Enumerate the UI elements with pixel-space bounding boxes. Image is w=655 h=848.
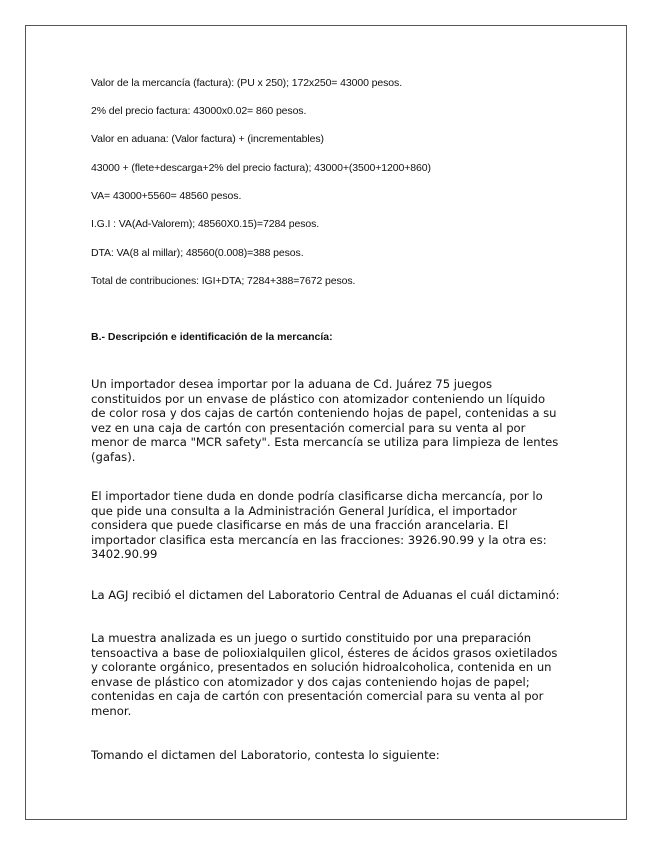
calc-line-igi: I.G.I : VA(Ad-Valorem); 48560X0.15)=7284 pesos. xyxy=(91,218,320,230)
calc-line-total-contributions: Total de contribuciones: IGI+DTA; 7284+388=7672 pesos. xyxy=(91,275,356,287)
calc-line-customs-value: Valor en aduana: (Valor factura) + (incrementables) xyxy=(91,133,324,145)
calc-line-va-total: VA= 43000+5560= 48560 pesos. xyxy=(91,190,242,202)
paragraph-agj-received: La AGJ recibió el dictamen del Laboratorio Central de Aduanas el cuál dictaminó: xyxy=(91,588,560,602)
paragraph-importer-description: Un importador desea importar por la aduana de Cd. Juárez 75 juegos constituidos por un envase de plástico con atomizador conteniendo un líquido de color rosa y dos cajas de cartón conteniendo hojas de papel, contenidas a su vez en una caja de cartón con presentación comercial para su venta al por menor de marca "MCR safety". Esta mercancía se utiliza para limpieza de lentes (gafas). xyxy=(91,377,559,464)
calc-line-two-percent: 2% del precio factura: 43000x0.02= 860 pesos. xyxy=(91,105,307,117)
calc-line-incrementables: 43000 + (flete+descarga+2% del precio factura); 43000+(3500+1200+860) xyxy=(91,162,431,174)
paragraph-lab-dictamen: La muestra analizada es un juego o surtido constituido por una preparación tensoactiva a base de polioxialquilen glicol, ésteres de ácidos grasos oxietilados y colorante orgánico, presentados en solución hidroalcoholica, contenida en un envase de plástico con atomizador y dos cajas conteniendo hojas de papel; contenidas en caja de cartón con presentación comercial para su venta al por menor. xyxy=(91,631,558,718)
calc-line-invoice-value: Valor de la mercancía (factura): (PU x 250); 172x250= 43000 pesos. xyxy=(91,77,403,89)
paragraph-classification-doubt: El importador tiene duda en donde podría clasificarse dicha mercancía, por lo que pide una consulta a la Administración General Jurídica, el importador considera que puede clasificarse en más de una fracción arancelaria. El importador clasifica esta mercancía en las fracciones: 3926.90.99 y la otra es: 3402.90.99 xyxy=(91,489,547,562)
section-b-heading: B.- Descripción e identificación de la mercancía: xyxy=(91,331,333,343)
paragraph-instruction: Tomando el dictamen del Laboratorio, contesta lo siguiente: xyxy=(91,748,440,762)
calc-line-dta: DTA: VA(8 al millar); 48560(0.008)=388 pesos. xyxy=(91,247,304,259)
